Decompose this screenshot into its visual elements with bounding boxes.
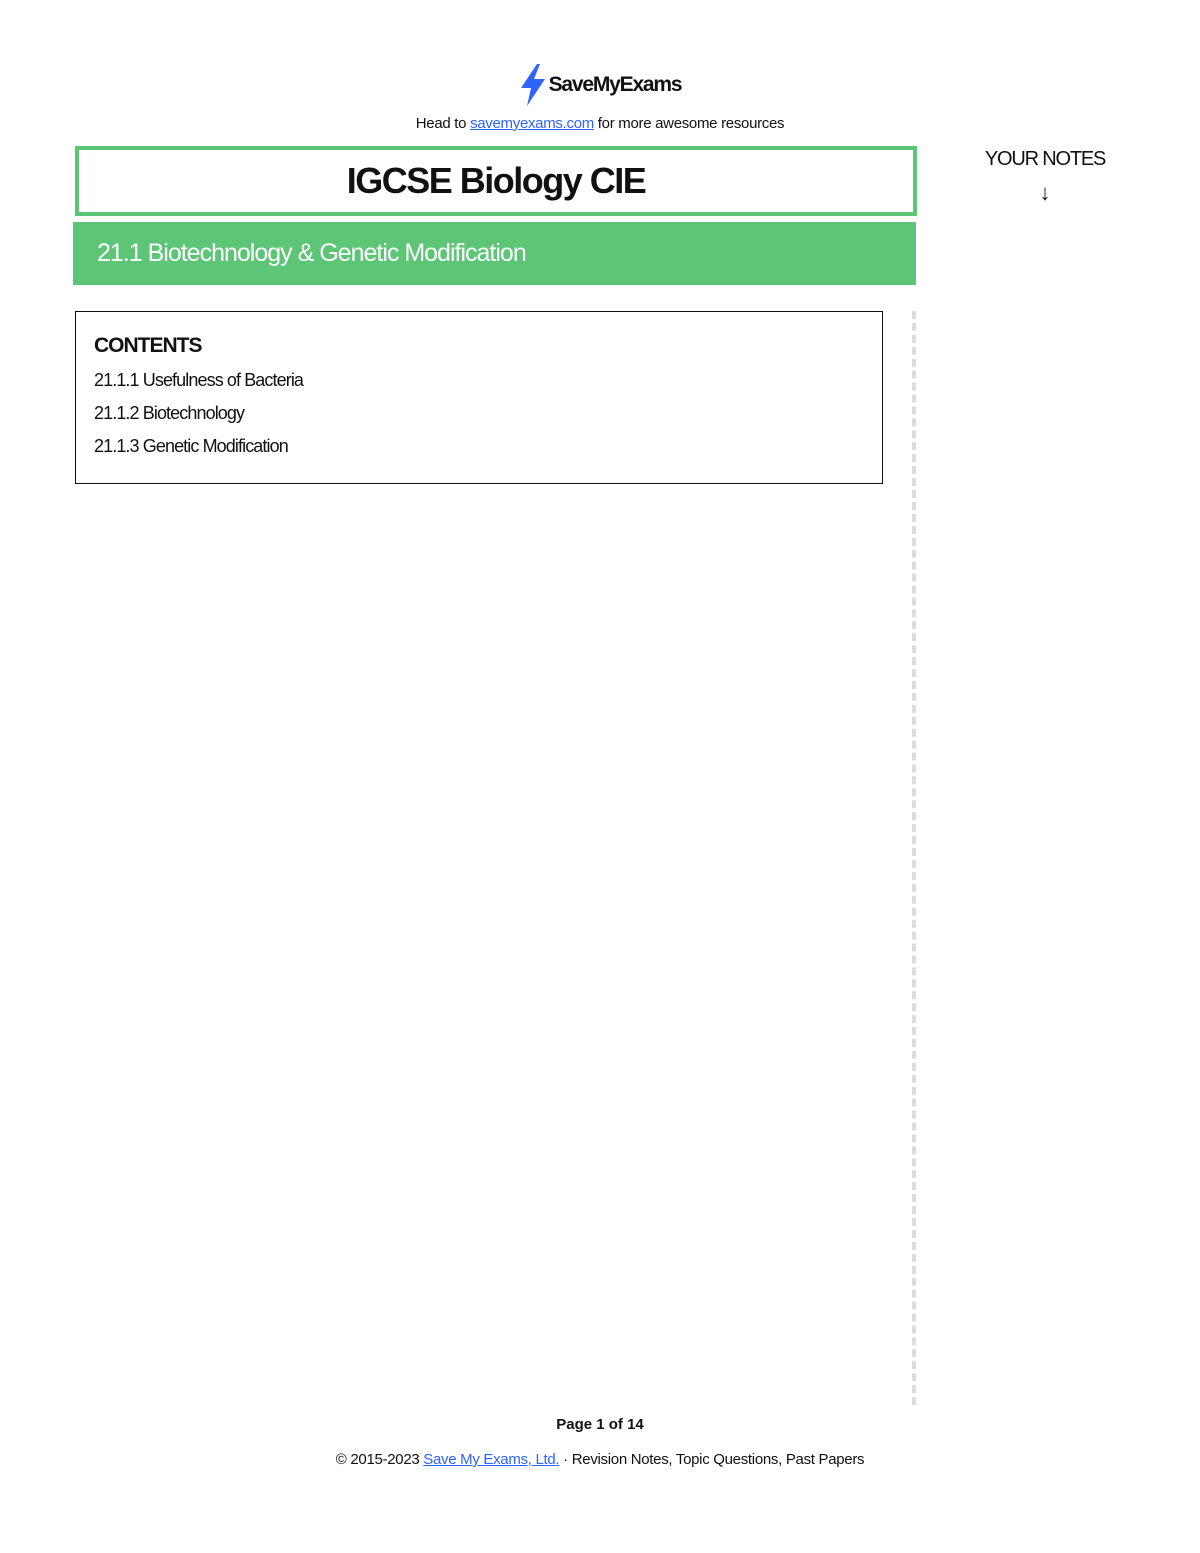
footer-copyright: © 2015-2023 [335, 1451, 424, 1468]
logo-text: SaveMyExams [548, 73, 682, 96]
lightning-bolt-icon [519, 64, 547, 106]
arrow-down-icon: ↓ [1039, 180, 1051, 205]
logo[interactable] [519, 62, 682, 108]
contents-item[interactable]: 21.1.2 Biotechnology [94, 403, 245, 423]
tagline [0, 115, 1200, 132]
contents-list [94, 368, 882, 467]
contents-heading: CONTENTS [94, 334, 202, 357]
page-title: IGCSE Biology CIE [346, 160, 646, 201]
contents-item[interactable]: 21.1.1 Usefulness of Bacteria [94, 370, 304, 390]
contents-item[interactable]: 21.1.3 Genetic Modification [94, 436, 288, 456]
page-header [0, 62, 1200, 132]
page-footer [0, 1451, 1200, 1468]
footer-link[interactable]: Save My Exams, Ltd. [423, 1451, 560, 1468]
tagline-suffix: for more awesome resources [593, 115, 785, 132]
tagline-link[interactable]: savemyexams.com [470, 115, 594, 132]
footer-suffix: · Revision Notes, Topic Questions, Past Papers [559, 1451, 865, 1468]
page-number: Page 1 of 14 [556, 1416, 644, 1433]
topic-banner [73, 222, 916, 285]
topic-title: 21.1 Biotechnology & Genetic Modification [97, 239, 526, 267]
title-box [75, 146, 917, 216]
tagline-prefix: Head to [415, 115, 471, 132]
notes-divider [912, 311, 916, 1405]
contents-box [75, 311, 883, 484]
your-notes-label: YOUR NOTES [984, 148, 1106, 170]
